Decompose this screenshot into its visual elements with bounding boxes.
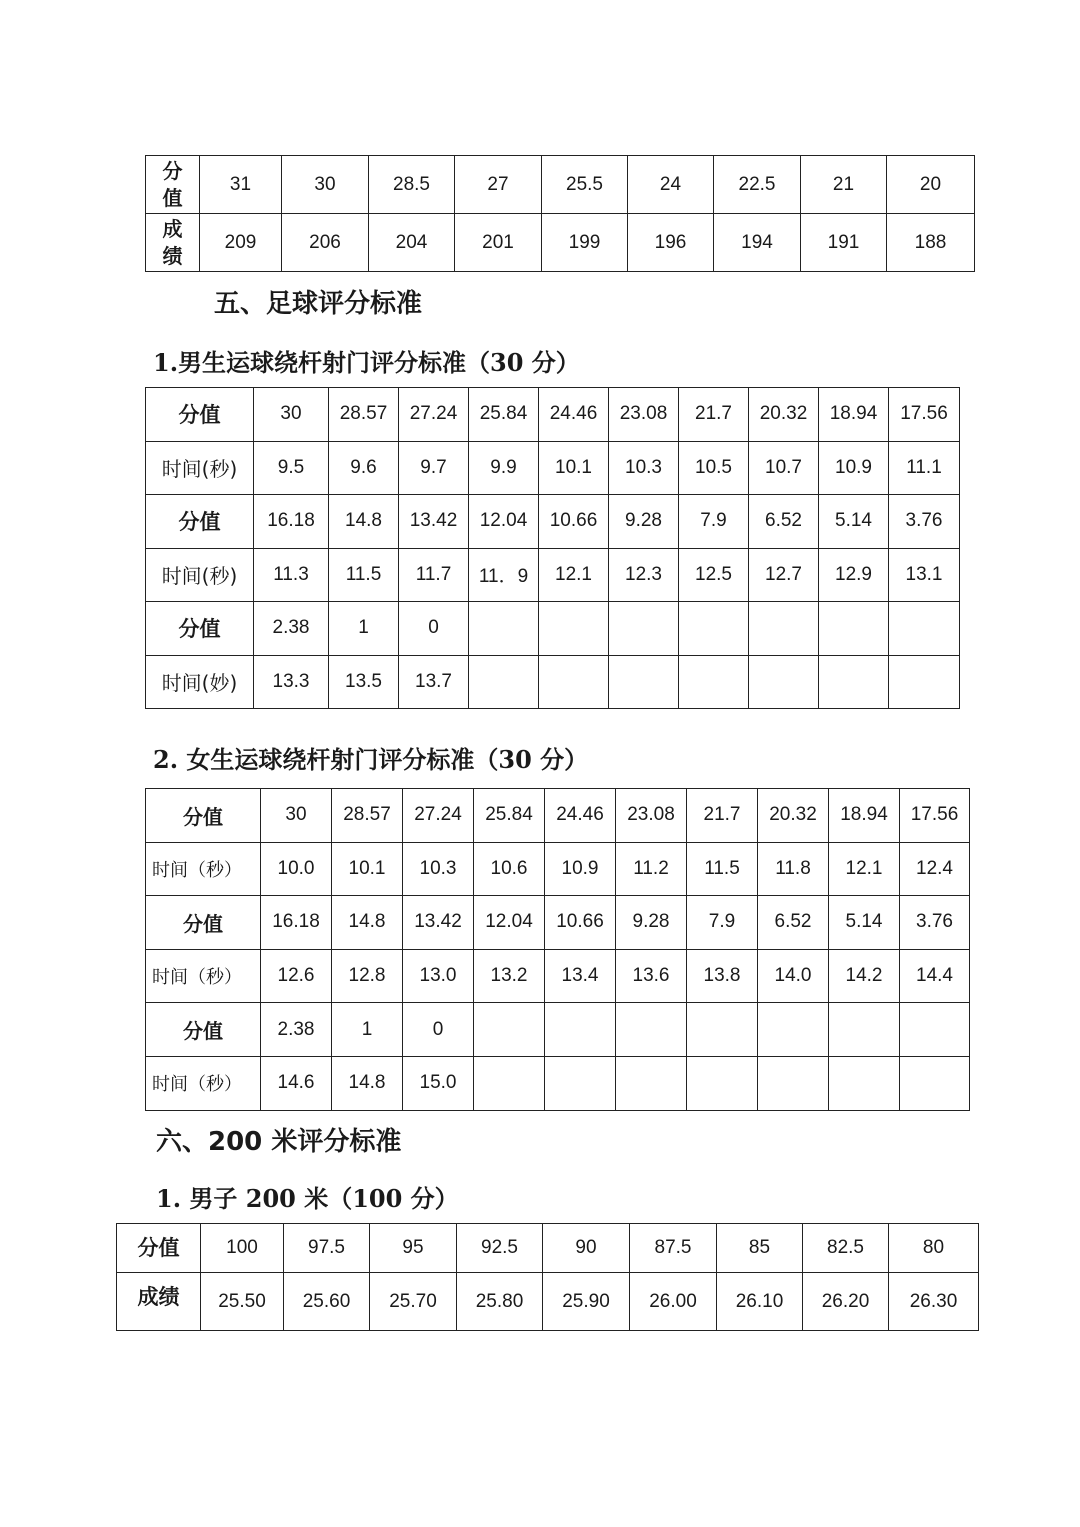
empty-cell xyxy=(900,1003,970,1057)
value-cell: 24 xyxy=(628,156,714,214)
empty-cell xyxy=(749,602,819,656)
value-cell: 0 xyxy=(403,1003,474,1057)
value-cell: 14.8 xyxy=(332,1056,403,1110)
value-cell: 12.8 xyxy=(332,949,403,1003)
score-row xyxy=(146,789,970,843)
value-cell: 7.9 xyxy=(687,896,758,950)
empty-cell xyxy=(889,602,960,656)
value-cell: 12.7 xyxy=(749,548,819,602)
value-cell: 5.14 xyxy=(819,495,889,549)
score-label: 分值 xyxy=(146,602,254,656)
value-cell: 2.38 xyxy=(261,1003,332,1057)
value-cell: 25.50 xyxy=(201,1273,284,1331)
value-cell: 12.9 xyxy=(819,548,889,602)
result-label xyxy=(146,214,200,272)
value-cell: 10.3 xyxy=(609,441,679,495)
value-cell: 188 xyxy=(887,214,975,272)
value-cell: 10.1 xyxy=(332,842,403,896)
score-label: 分值 xyxy=(146,896,261,950)
value-cell: 14.8 xyxy=(329,495,399,549)
men-200m-title: 1. 男子 200 米（100 分） xyxy=(156,1184,459,1213)
value-cell: 20.32 xyxy=(758,789,829,843)
value-cell: 28.57 xyxy=(332,789,403,843)
score-label-2: 值 xyxy=(162,185,183,210)
value-cell: 11.5 xyxy=(687,842,758,896)
value-cell: 10.9 xyxy=(545,842,616,896)
empty-cell xyxy=(609,655,679,709)
value-cell: 2.38 xyxy=(254,602,329,656)
value-cell: 27.24 xyxy=(399,388,469,442)
value-cell: 25.84 xyxy=(469,388,539,442)
empty-cell xyxy=(758,1003,829,1057)
value-cell: 11.5 xyxy=(329,548,399,602)
value-cell: 199 xyxy=(542,214,628,272)
value-cell: 20.32 xyxy=(749,388,819,442)
score-label: 分值 xyxy=(146,1003,261,1057)
value-cell: 17.56 xyxy=(900,789,970,843)
value-cell: 5.14 xyxy=(829,896,900,950)
value-cell: 9.7 xyxy=(399,441,469,495)
value-cell: 85 xyxy=(717,1224,803,1273)
boys-dribble-title: 1.男生运球绕杆射门评分标准（30 分） xyxy=(153,348,580,377)
girls-dribble-title: 2. 女生运球绕杆射门评分标准（30 分） xyxy=(153,745,589,774)
value-cell: 14.0 xyxy=(758,949,829,1003)
time-label: 时间(秒) xyxy=(146,441,254,495)
score-row xyxy=(146,156,975,214)
value-cell: 12.04 xyxy=(469,495,539,549)
value-cell: 11.8 xyxy=(758,842,829,896)
value-cell: 3.76 xyxy=(900,896,970,950)
empty-cell xyxy=(829,1003,900,1057)
score-label: 分值 xyxy=(146,789,261,843)
value-cell: 25.60 xyxy=(284,1273,370,1331)
value-cell: 12.3 xyxy=(609,548,679,602)
empty-cell xyxy=(900,1056,970,1110)
value-cell: 13.42 xyxy=(403,896,474,950)
value-cell: 196 xyxy=(628,214,714,272)
score-label: 分值 xyxy=(146,495,254,549)
value-cell: 14.6 xyxy=(261,1056,332,1110)
value-cell: 25.90 xyxy=(543,1273,630,1331)
value-cell: 22.5 xyxy=(714,156,801,214)
value-cell: 1 xyxy=(329,602,399,656)
section-5-title: 五、足球评分标准 xyxy=(214,289,423,319)
value-cell: 24.46 xyxy=(545,789,616,843)
men-200m-score-table xyxy=(116,1223,979,1331)
section-6-title: 六、200 米评分标准 xyxy=(156,1127,402,1157)
empty-cell xyxy=(609,602,679,656)
value-cell: 204 xyxy=(369,214,455,272)
value-cell: 24.46 xyxy=(539,388,609,442)
boys-dribble-score-table xyxy=(145,387,960,709)
value-cell: 9.6 xyxy=(329,441,399,495)
value-cell: 206 xyxy=(282,214,369,272)
value-cell: 10.0 xyxy=(261,842,332,896)
value-cell: 9.9 xyxy=(469,441,539,495)
value-cell: 30 xyxy=(282,156,369,214)
value-cell: 82.5 xyxy=(803,1224,889,1273)
score-label: 分值 xyxy=(146,388,254,442)
value-cell: 10.9 xyxy=(819,441,889,495)
value-cell: 13.6 xyxy=(616,949,687,1003)
empty-cell xyxy=(469,655,539,709)
value-cell: 6.52 xyxy=(758,896,829,950)
score-row xyxy=(146,388,960,442)
value-cell: 28.57 xyxy=(329,388,399,442)
value-cell: 11．9 xyxy=(469,548,539,602)
value-cell: 14.4 xyxy=(900,949,970,1003)
value-cell: 23.08 xyxy=(609,388,679,442)
time-row xyxy=(146,548,960,602)
value-cell: 27.24 xyxy=(403,789,474,843)
empty-cell xyxy=(679,655,749,709)
empty-cell xyxy=(679,602,749,656)
result-label-2: 绩 xyxy=(162,243,183,268)
time-row xyxy=(146,441,960,495)
value-cell: 14.2 xyxy=(829,949,900,1003)
value-cell: 25.84 xyxy=(474,789,545,843)
value-cell: 21.7 xyxy=(679,388,749,442)
value-cell: 1 xyxy=(332,1003,403,1057)
result-label-1: 成 xyxy=(162,216,183,241)
value-cell: 27 xyxy=(455,156,542,214)
value-cell: 87.5 xyxy=(630,1224,717,1273)
score-row xyxy=(146,1003,970,1057)
score-label xyxy=(146,156,200,214)
value-cell: 26.10 xyxy=(717,1273,803,1331)
value-cell: 13.3 xyxy=(254,655,329,709)
empty-cell xyxy=(819,655,889,709)
empty-cell xyxy=(545,1056,616,1110)
value-cell: 11.3 xyxy=(254,548,329,602)
value-cell: 0 xyxy=(399,602,469,656)
value-cell: 10.7 xyxy=(749,441,819,495)
empty-cell xyxy=(474,1003,545,1057)
score-label: 分值 xyxy=(117,1224,201,1273)
empty-cell xyxy=(539,655,609,709)
empty-cell xyxy=(758,1056,829,1110)
value-cell: 12.5 xyxy=(679,548,749,602)
value-cell: 12.1 xyxy=(539,548,609,602)
value-cell: 3.76 xyxy=(889,495,960,549)
value-cell: 12.4 xyxy=(900,842,970,896)
value-cell: 14.8 xyxy=(332,896,403,950)
value-cell: 10.1 xyxy=(539,441,609,495)
value-cell: 95 xyxy=(370,1224,457,1273)
value-cell: 16.18 xyxy=(254,495,329,549)
value-cell: 26.20 xyxy=(803,1273,889,1331)
value-cell: 13.4 xyxy=(545,949,616,1003)
empty-cell xyxy=(616,1056,687,1110)
value-cell: 90 xyxy=(543,1224,630,1273)
value-cell: 13.1 xyxy=(889,548,960,602)
empty-cell xyxy=(545,1003,616,1057)
value-cell: 9.28 xyxy=(616,896,687,950)
value-cell: 201 xyxy=(455,214,542,272)
result-row xyxy=(117,1273,979,1331)
time-row xyxy=(146,655,960,709)
value-cell: 92.5 xyxy=(457,1224,543,1273)
value-cell: 100 xyxy=(201,1224,284,1273)
time-label: 时间（秒） xyxy=(146,949,261,1003)
score-row xyxy=(146,602,960,656)
result-row xyxy=(146,214,975,272)
time-label: 时间(妙) xyxy=(146,655,254,709)
value-cell: 25.70 xyxy=(370,1273,457,1331)
value-cell: 80 xyxy=(889,1224,979,1273)
value-cell: 12.04 xyxy=(474,896,545,950)
empty-cell xyxy=(687,1056,758,1110)
value-cell: 13.42 xyxy=(399,495,469,549)
value-cell: 18.94 xyxy=(819,388,889,442)
value-cell: 21.7 xyxy=(687,789,758,843)
empty-cell xyxy=(474,1056,545,1110)
value-cell: 13.7 xyxy=(399,655,469,709)
value-cell: 7.9 xyxy=(679,495,749,549)
value-cell: 25.80 xyxy=(457,1273,543,1331)
empty-cell xyxy=(749,655,819,709)
score-row xyxy=(146,896,970,950)
value-cell: 15.0 xyxy=(403,1056,474,1110)
value-cell: 10.3 xyxy=(403,842,474,896)
value-cell: 31 xyxy=(200,156,282,214)
value-cell: 10.6 xyxy=(474,842,545,896)
value-cell: 9.5 xyxy=(254,441,329,495)
time-label: 时间（秒） xyxy=(146,1056,261,1110)
value-cell: 191 xyxy=(801,214,887,272)
empty-cell xyxy=(829,1056,900,1110)
time-label: 时间（秒） xyxy=(146,842,261,896)
value-cell: 26.00 xyxy=(630,1273,717,1331)
empty-cell xyxy=(687,1003,758,1057)
value-cell: 11.7 xyxy=(399,548,469,602)
empty-cell xyxy=(469,602,539,656)
value-cell: 6.52 xyxy=(749,495,819,549)
score-label-1: 分 xyxy=(162,158,183,183)
value-cell: 13.0 xyxy=(403,949,474,1003)
time-label: 时间(秒) xyxy=(146,548,254,602)
value-cell: 13.8 xyxy=(687,949,758,1003)
value-cell: 25.5 xyxy=(542,156,628,214)
top-score-table xyxy=(145,155,975,272)
value-cell: 20 xyxy=(887,156,975,214)
value-cell: 10.66 xyxy=(545,896,616,950)
empty-cell xyxy=(616,1003,687,1057)
value-cell: 16.18 xyxy=(261,896,332,950)
value-cell: 12.1 xyxy=(829,842,900,896)
value-cell: 30 xyxy=(254,388,329,442)
value-cell: 18.94 xyxy=(829,789,900,843)
empty-cell xyxy=(889,655,960,709)
value-cell: 23.08 xyxy=(616,789,687,843)
score-row xyxy=(117,1224,979,1273)
value-cell: 17.56 xyxy=(889,388,960,442)
value-cell: 10.5 xyxy=(679,441,749,495)
girls-dribble-score-table xyxy=(145,788,970,1111)
value-cell: 30 xyxy=(261,789,332,843)
value-cell: 21 xyxy=(801,156,887,214)
value-cell: 11.2 xyxy=(616,842,687,896)
result-label: 成绩 xyxy=(117,1273,201,1331)
score-row xyxy=(146,495,960,549)
value-cell: 13.2 xyxy=(474,949,545,1003)
time-row xyxy=(146,1056,970,1110)
value-cell: 209 xyxy=(200,214,282,272)
value-cell: 10.66 xyxy=(539,495,609,549)
value-cell: 194 xyxy=(714,214,801,272)
value-cell: 9.28 xyxy=(609,495,679,549)
value-cell: 12.6 xyxy=(261,949,332,1003)
value-cell: 28.5 xyxy=(369,156,455,214)
value-cell: 97.5 xyxy=(284,1224,370,1273)
value-cell: 13.5 xyxy=(329,655,399,709)
value-cell: 26.30 xyxy=(889,1273,979,1331)
time-row xyxy=(146,842,970,896)
empty-cell xyxy=(819,602,889,656)
empty-cell xyxy=(539,602,609,656)
time-row xyxy=(146,949,970,1003)
value-cell: 11.1 xyxy=(889,441,960,495)
